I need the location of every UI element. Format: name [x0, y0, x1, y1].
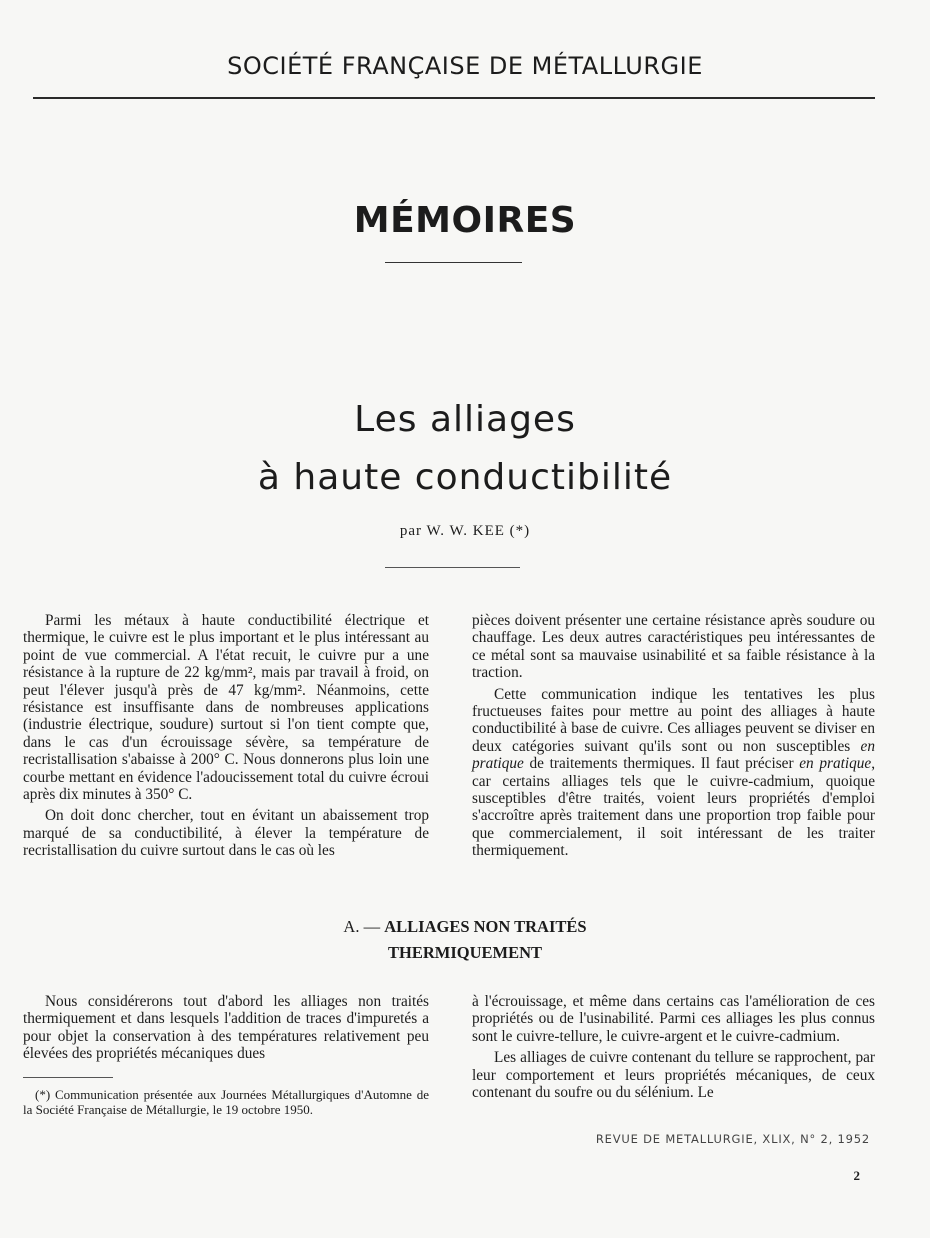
section-heading: MÉMOIRES [353, 200, 577, 241]
paragraph: à l'écrouissage, et même dans certains cas l'amélioration de ces propriétés ou de l'usinabilité. Parmi ces alliages les plus connus sont le cuivre-tellure, le cuivre-argent et le cuivre-cadmium. [472, 993, 875, 1045]
section-rule [385, 262, 522, 263]
footnote: (*) Communication présentée aux Journées Métallurgiques d'Automne de la Société Française de Métallurgie, le 19 octobre 1950. [23, 1087, 429, 1117]
paragraph: pièces doivent présenter une certaine résistance après soudure ou chauffage. Les deux autres caractéristiques peu intéressantes de ce métal sont sa mauvaise usinabilité et sa faible résistance à la traction. [472, 612, 875, 682]
journal-reference: REVUE DE METALLURGIE, XLIX, N° 2, 1952 [595, 1132, 870, 1146]
subsection-heading: A. — ALLIAGES NON TRAITÉS [343, 917, 587, 936]
emphasis: en pratique [799, 755, 872, 773]
intro-column-left [23, 612, 429, 860]
page-number: 2 [853, 1168, 860, 1183]
intro-column-right [472, 612, 875, 860]
journal-header: SOCIÉTÉ FRANÇAISE DE MÉTALLURGIE [227, 52, 703, 80]
subsection-heading-line2: THERMIQUEMENT [387, 943, 542, 962]
author-byline: par W. W. KEE (*) [399, 523, 531, 539]
paragraph: Les alliages de cuivre contenant du tellure se rapprochent, par leur comportement et leurs propriétés mécaniques, de ceux contenant du soufre ou du sélénium. Le [472, 1049, 875, 1102]
footnote-rule [23, 1077, 113, 1078]
title-rule [385, 567, 520, 568]
paragraph: Parmi les métaux à haute conductibilité électrique et thermique, le cuivre est le plus important et le plus intéressant au point de vue commercial. A l'état recuit, le cuivre pur a une résistance à la rupture de 22 kg/mm², mais par travail à froid, on peut l'élever jusqu'à près de 47 kg/mm². Néanmoins, cette résistance est insuffisante dans de nombreuses applications (industrie électrique, soudure) surtout si l'on tient compte que, dans le cas d'un écrouissage sévère, sa température de recristallisation s'abaisse à 200° C. Nous donnerons plus loin une courbe mettant en évidence l'adoucissement total du cuivre écroui après dix minutes à 350° C. [23, 612, 429, 804]
body-column-right [472, 993, 875, 1101]
article-title-line2: à haute conductibilité [257, 457, 673, 498]
paragraph: Nous considérerons tout d'abord les alliages non traités thermiquement et dans lesquels l'addition de traces d'impuretés a pour objet la conservation à des températures relativement peu élevées des propriétés mécaniques dues [23, 993, 429, 1063]
paragraph: On doit donc chercher, tout en évitant un abaissement trop marqué de sa conductibilité, à élever la température de recristallisation du cuivre surtout dans le cas où les [23, 807, 429, 860]
body-column-left [23, 993, 429, 1063]
article-title-line1: Les alliages [354, 399, 576, 440]
emphasis: en pratique [472, 737, 875, 773]
header-rule [33, 97, 875, 99]
paragraph: Cette communication indique les tentatives les plus fructueuses faites pour mettre au point des alliages à haute conductibilité à base de cuivre. Ces alliages peuvent se diviser en deux catégories suivant qu'ils sont ou non susceptibles en pratique de traitements thermiques. Il faut préciser en pratique, car certains alliages tels que le cuivre-cadmium, quoique susceptibles d'être traités, voient leurs propriétés d'emploi s'accroître après traitement dans une proportion trop faible pour que commercialement, il soit intéressant de les traiter thermiquement. [472, 685, 876, 860]
